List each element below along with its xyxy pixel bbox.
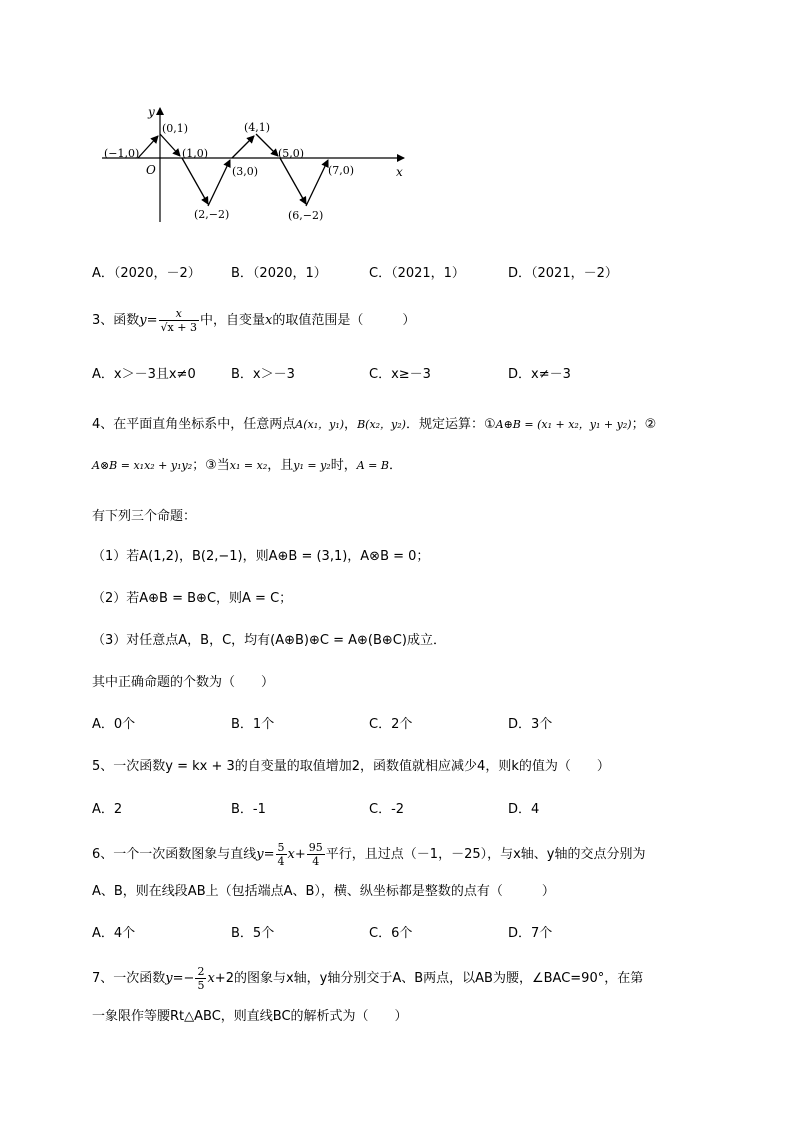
q7-stem-line1	[92, 966, 643, 991]
axis-x-label: x	[396, 165, 403, 179]
q4-point-a: A(x₁，y₁)	[295, 418, 345, 431]
q4-rule-1: A⊕B = (x₁ + x₂，y₁ + y₂)	[495, 418, 632, 431]
q6-var-x: x	[287, 847, 295, 862]
segment-3	[182, 158, 208, 204]
q6-plus: +	[294, 847, 306, 862]
q6-eq: =	[263, 847, 275, 862]
q4-question: 其中正确命题的个数为（ ）	[92, 675, 275, 690]
q4-text: 4、在平面直角坐标系中，任意两点	[92, 417, 296, 432]
q2-option-b[interactable]: B．（2020，1）	[231, 266, 327, 281]
q3-fraction	[159, 308, 199, 333]
q3-text: 中，自变量	[199, 313, 265, 328]
q6-fraction-1	[276, 842, 287, 867]
q3-option-a[interactable]: A．x＞－3且x≠0	[92, 367, 196, 382]
origin-label: O	[146, 163, 156, 177]
q3-denominator: √x + 3	[160, 321, 197, 334]
q6-fraction-2	[307, 842, 325, 867]
q4-proposition-3: （3）对任意点A，B，C，均有(A⊕B)⊕C = A⊕(B⊕C)成立．	[92, 633, 446, 648]
q4-conclusion: A = B	[356, 459, 389, 472]
segment-1	[138, 136, 158, 158]
q4-stem-line1	[92, 413, 656, 432]
q4-text: ；②	[631, 417, 657, 432]
segment-8	[306, 160, 328, 206]
segment-4	[208, 160, 230, 206]
q7-text: +2的图象与x轴，y轴分别交于A、B两点，以AB为腰，∠BAC=90°，在第	[214, 971, 644, 986]
q7-fraction	[195, 966, 206, 991]
q7-fraction-den: 5	[197, 979, 205, 992]
q3-var-x: x	[264, 313, 273, 328]
q3-options	[92, 363, 732, 383]
point-label: (5,0)	[278, 147, 305, 160]
q5-options	[92, 798, 732, 818]
q4-option-c[interactable]: C．2个	[369, 717, 413, 732]
q4-option-d[interactable]: D．3个	[508, 717, 553, 732]
q5-option-b[interactable]: B．-1	[231, 802, 266, 817]
point-label: (1,0)	[182, 147, 209, 160]
point-label: (−1,0)	[104, 147, 140, 160]
axis-y-label: y	[148, 105, 155, 119]
q3-numerator: x	[159, 308, 199, 321]
point-label: (3,0)	[232, 165, 259, 178]
q3-option-d[interactable]: D．x≠－3	[508, 367, 571, 382]
q7-stem-line2: 一象限作等腰Rt△ABC，则直线BC的解析式为（ ）	[92, 1009, 408, 1024]
point-label: (7,0)	[328, 164, 355, 177]
q6-var-y: y	[256, 847, 264, 862]
q4-intro: 有下列三个命题：	[92, 509, 197, 524]
q2-option-a[interactable]: A．（2020，－2）	[92, 266, 201, 281]
q4-text: 时，	[330, 458, 357, 473]
q4-option-a[interactable]: A．0个	[92, 717, 136, 732]
segment-2	[160, 134, 180, 156]
q7-minus: −	[183, 971, 195, 986]
q7-var-y: y	[165, 971, 173, 986]
q6-option-b[interactable]: B．5个	[231, 926, 275, 941]
q4-stem-line2	[92, 454, 402, 473]
segment-5	[232, 136, 254, 158]
q4-text: ．	[388, 458, 402, 473]
q4-text: ；③当	[192, 458, 230, 473]
q4-options	[92, 713, 732, 733]
q6-text: 平行，且过点（－1，－25），与x轴、y轴的交点分别为	[325, 847, 646, 862]
q6-fraction-1-den: 4	[277, 855, 285, 868]
segment-6	[256, 134, 278, 156]
q2-options	[92, 262, 732, 282]
q3-var-y: y	[139, 313, 147, 328]
q6-stem-line2: A、B，则在线段AB上（包括端点A、B），横、纵坐标都是整数的点有（ ）	[92, 884, 555, 899]
q3-eq: =	[146, 313, 158, 328]
q6-option-c[interactable]: C．6个	[369, 926, 413, 941]
q5-option-c[interactable]: C．-2	[369, 802, 405, 817]
q4-proposition-1: （1）若A(1,2)，B(2,−1)，则A⊕B = (3,1)，A⊗B = 0；	[92, 549, 430, 564]
q7-text: 7、一次函数	[92, 971, 166, 986]
q6-text: 6、一个一次函数图象与直线	[92, 847, 257, 862]
q3-stem	[92, 308, 415, 333]
q6-stem-line1	[92, 842, 646, 867]
q6-fraction-1-num: 5	[277, 841, 285, 854]
zigzag-figure	[92, 100, 422, 230]
q4-text: ，且	[267, 458, 294, 473]
q7-fraction-num: 2	[197, 965, 205, 978]
q7-var-x: x	[207, 971, 215, 986]
q5-option-d[interactable]: D．4	[508, 802, 540, 817]
point-label: (0,1)	[162, 122, 189, 135]
q3-option-b[interactable]: B．x＞－3	[231, 367, 295, 382]
q4-text: ．规定运算：①	[405, 417, 496, 432]
q4-point-b: B(x₂，y₂)	[357, 418, 406, 431]
point-label: (4,1)	[244, 121, 271, 134]
q6-option-a[interactable]: A．4个	[92, 926, 136, 941]
point-label: (6,−2)	[288, 209, 324, 222]
q4-cond-2: y₁ = y₂	[293, 459, 331, 472]
q3-text: 的取值范围是（ ）	[272, 313, 416, 328]
q6-option-d[interactable]: D．7个	[508, 926, 553, 941]
segment-7	[280, 158, 306, 204]
q3-option-c[interactable]: C．x≥－3	[369, 367, 431, 382]
q6-fraction-2-num: 95	[308, 841, 323, 854]
q2-option-d[interactable]: D．（2021，－2）	[508, 266, 618, 281]
q4-text: ，	[344, 417, 358, 432]
q4-rule-2: A⊗B = x₁x₂ + y₁y₂	[92, 459, 193, 472]
q4-option-b[interactable]: B．1个	[231, 717, 275, 732]
point-label: (2,−2)	[194, 208, 230, 221]
q7-eq: =	[172, 971, 184, 986]
q4-proposition-2: （2）若A⊕B = B⊕C，则A = C；	[92, 591, 293, 606]
q6-options	[92, 922, 732, 942]
q4-cond-1: x₁ = x₂	[229, 459, 268, 472]
q3-text: 3、函数	[92, 313, 140, 328]
q6-fraction-2-den: 4	[312, 855, 320, 868]
q2-option-c[interactable]: C．（2021，1）	[369, 266, 465, 281]
q5-stem: 5、一次函数y = kx + 3的自变量的取值增加2，函数值就相应减少4，则k的值为（ ）	[92, 759, 610, 774]
q5-option-a[interactable]: A．2	[92, 802, 123, 817]
